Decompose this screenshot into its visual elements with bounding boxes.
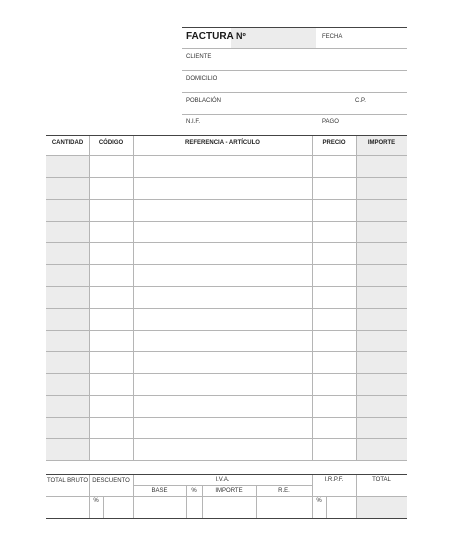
total-bruto-label: TOTAL BRUTO <box>46 478 89 484</box>
col-divider <box>133 136 134 460</box>
base-label: BASE <box>151 488 168 494</box>
iva-importe-label: IMPORTE <box>215 488 243 494</box>
footer-divider <box>326 496 327 518</box>
footer-top-rule <box>46 474 407 475</box>
town-label: POBLACIÓN <box>186 98 222 104</box>
col-divider <box>312 136 313 460</box>
iva-label: I.V.A. <box>215 477 230 483</box>
total-label: TOTAL <box>372 477 391 483</box>
col-header-price: PRECIO <box>322 140 346 146</box>
total-value-shade[interactable] <box>356 496 407 518</box>
col-divider <box>89 136 90 460</box>
invoice-title: FACTURA <box>186 31 234 42</box>
col-header-quantity: CANTIDAD <box>51 140 84 146</box>
header-rule-3 <box>182 92 407 93</box>
invoice-number-label: Nº <box>236 31 246 41</box>
irpf-label: I.R.P.F. <box>324 477 344 483</box>
col-header-reference: REFERENCIA - ARTÍCULO <box>185 140 260 146</box>
footer-divider <box>103 496 104 518</box>
discount-percent-label: % <box>93 498 99 504</box>
iva-percent-label: % <box>191 488 197 494</box>
footer-mid-rule <box>46 496 407 497</box>
header-rule-2 <box>182 70 407 71</box>
address-label: DOMICILIO <box>186 76 218 82</box>
irpf-percent-label: % <box>316 498 322 504</box>
iva-sub-rule <box>133 485 312 486</box>
header-rule-1 <box>182 48 407 49</box>
col-header-code: CÓDIGO <box>98 140 124 146</box>
date-label: FECHA <box>322 34 343 40</box>
col-divider <box>356 136 357 460</box>
re-label: R.E. <box>278 488 290 494</box>
descuento-label: DESCUENTO <box>92 478 130 484</box>
client-label: CLIENTE <box>186 54 212 60</box>
amount-column-shade <box>356 136 407 460</box>
table-top-rule <box>46 135 407 136</box>
col-header-amount: IMPORTE <box>367 140 396 146</box>
footer-bottom-rule <box>46 518 407 519</box>
nif-label: N.I.F. <box>186 119 201 125</box>
postal-code-label: C.P. <box>355 98 366 104</box>
header-bottom-rule <box>46 155 407 156</box>
header-rule-4 <box>182 114 407 115</box>
payment-label: PAGO <box>322 119 339 125</box>
